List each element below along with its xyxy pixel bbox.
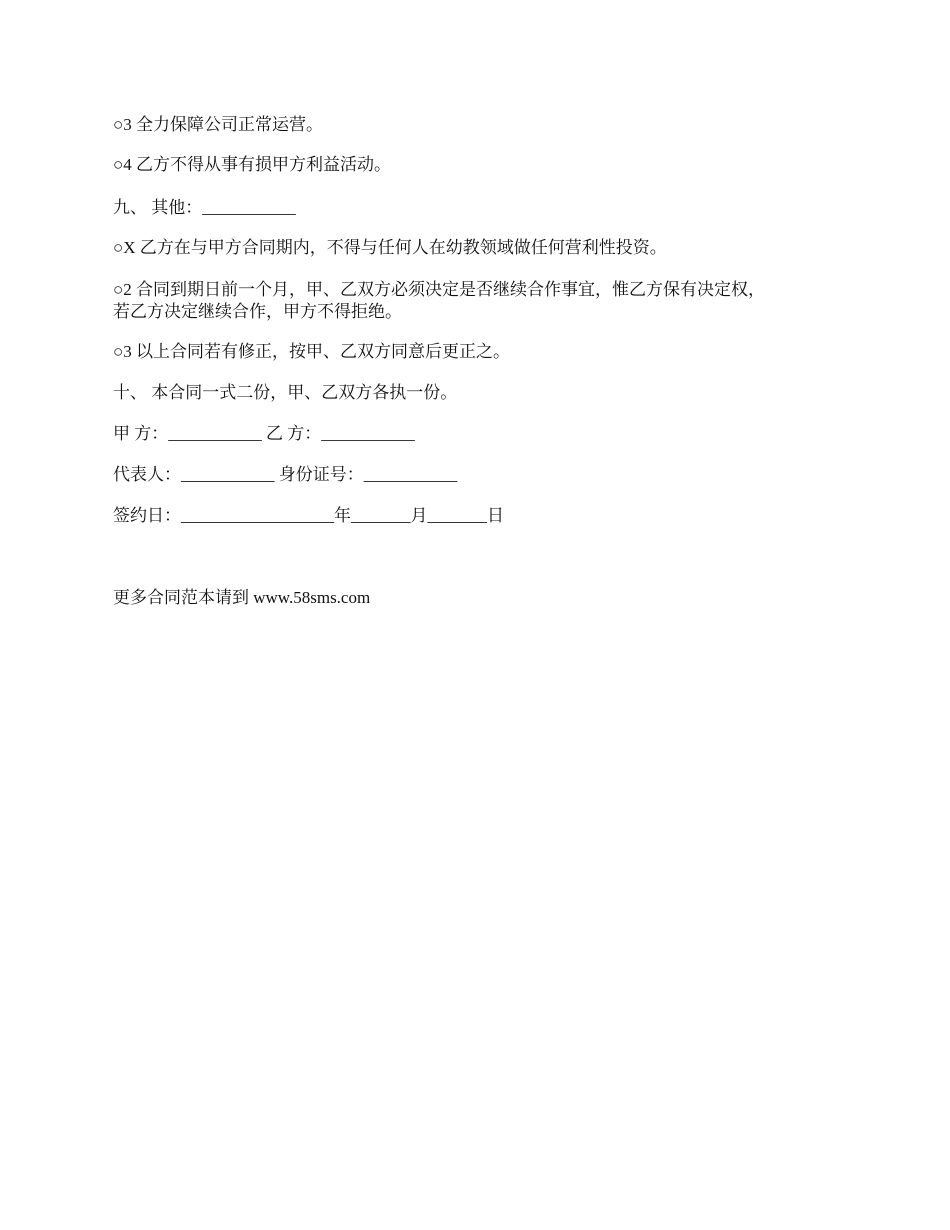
clause-9-2: ○2 合同到期日前一个月，甲、乙双方必须决定是否继续合作事宜，惟乙方保有决定权， [113,280,766,299]
section-10-text: 十、 本合同一式二份，甲、乙双方各执一份。 [113,383,458,402]
clause-8-4: ○4 乙方不得从事有损甲方利益活动。 [113,155,392,174]
clause-9-3: ○3 以上合同若有修正，按甲、乙双方同意后更正之。 [113,342,511,361]
representative-id-line: 代表人：___________ 身份证号：___________ [113,465,458,484]
party-signature-line: 甲 方：___________ 乙 方：___________ [113,424,415,443]
footer-link-text: 更多合同范本请到 www.58sms.com [113,588,371,607]
section-9-heading: 九、 其他：___________ [113,198,296,217]
clause-8-3: ○3 全力保障公司正常运营。 [113,115,324,134]
clause-9-1: ○X 乙方在与甲方合同期内，不得与任何人在幼教领域做任何营利性投资。 [113,238,667,257]
clause-9-2-continued: 若乙方决定继续合作，甲方不得拒绝。 [113,302,402,321]
signing-date-line: 签约日：__________________年_______月_______日 [113,506,504,525]
